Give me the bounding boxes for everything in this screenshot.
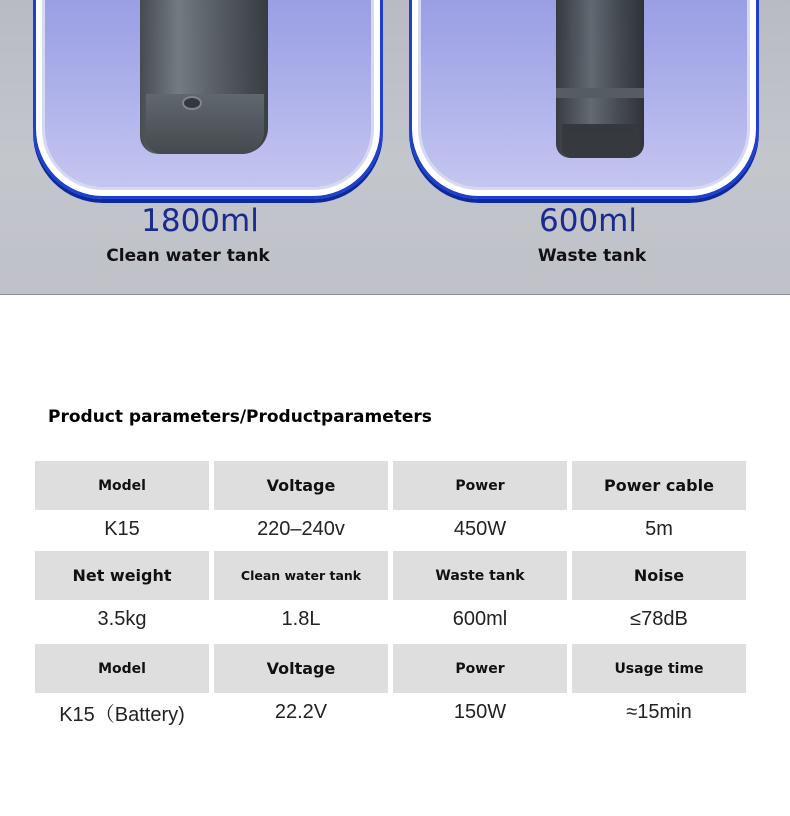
waste-tank-card <box>409 0 759 199</box>
table-header-cell: Model <box>35 461 209 510</box>
table-header-cell: Voltage <box>214 461 388 510</box>
table-header-cell: Noise <box>572 551 746 600</box>
clean-tank-card <box>33 0 383 199</box>
waste-tank-capacity: 600ml <box>539 203 637 239</box>
waste-tank-image <box>556 0 644 158</box>
table-value-cell: 5m <box>645 517 673 540</box>
table-header-cell: Waste tank <box>393 551 567 600</box>
tank-foot <box>562 124 638 158</box>
table-value-cell: ≈15min <box>626 700 692 723</box>
table-header-cell: Voltage <box>214 644 388 693</box>
table-value-cell: 450W <box>453 517 507 540</box>
table-header-cell: Usage time <box>572 644 746 693</box>
table-value-cell: 220–240v <box>257 517 345 540</box>
clean-tank-label: Clean water tank <box>106 246 270 266</box>
table-value-cell: 600ml <box>452 607 508 630</box>
table-value-cell: K15（Battery) <box>59 703 185 726</box>
tank-base <box>146 94 264 154</box>
tank-band <box>556 88 644 98</box>
product-banner <box>0 0 790 295</box>
params-title: Product parameters/Productparameters <box>48 407 432 427</box>
clean-water-tank-image <box>140 0 268 154</box>
table-header-cell: Power <box>393 461 567 510</box>
clean-tank-capacity: 1800ml <box>141 203 259 239</box>
table-value-cell: ≤78dB <box>630 607 688 630</box>
table-value-cell: 3.5kg <box>97 607 147 630</box>
table-header-cell: Model <box>35 644 209 693</box>
table-header-cell: Net weight <box>35 551 209 600</box>
table-header-cell: Power <box>393 644 567 693</box>
waste-tank-label: Waste tank <box>537 246 647 266</box>
table-header-cell: Power cable <box>572 461 746 510</box>
table-value-cell: 22.2V <box>274 700 328 723</box>
table-value-cell: K15 <box>104 517 140 540</box>
table-value-cell: 150W <box>453 700 507 723</box>
table-header-cell: Clean water tank <box>214 551 388 600</box>
tank-valve-icon <box>182 96 202 110</box>
table-value-cell: 1.8L <box>281 607 321 630</box>
